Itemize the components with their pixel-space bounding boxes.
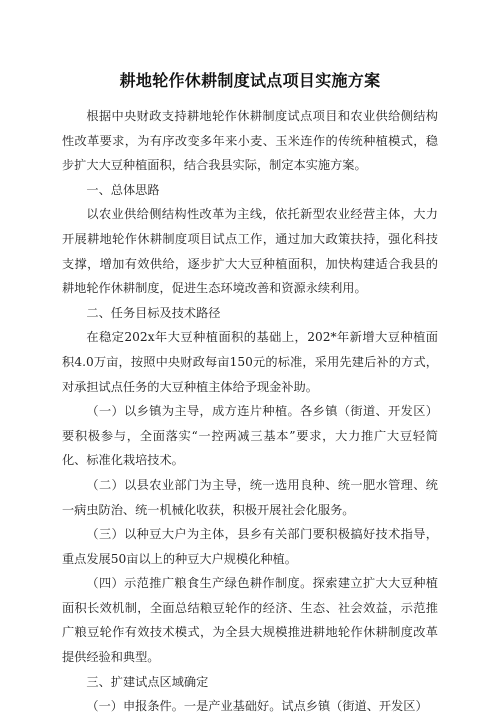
intro-paragraph: 根据中央财政支持耕地轮作休耕制度试点项目和农业供给侧结构性改革要求，为有序改变多年来小麦、玉米连作的传统种植模式，稳步扩大大豆种植面积，结合我县实际，制定本实施方案。 bbox=[62, 109, 438, 173]
document-body bbox=[62, 104, 438, 719]
document-title: 耕地轮作休耕制度试点项目实施方案 bbox=[119, 71, 381, 90]
item-3-paragraph: （三）以种豆大户为主体，县乡有关部门要积极搞好技术指导，重点发展50亩以上的种豆大户规模化种植。 bbox=[62, 527, 438, 566]
application-conditions-paragraph: （一）申报条件。一是产业基础好。试点乡镇（街道、开发区） bbox=[86, 699, 428, 714]
section-heading-goals-and-technical-path: 二、任务目标及技术路径 bbox=[86, 305, 221, 320]
item-4-paragraph: （四）示范推广粮食生产绿色耕作制度。探索建立扩大大豆种植面积长效机制，全面总结粮豆轮作的经济、生态、社会效益，示范推广粮豆轮作有效技术模式，为全县大规模推进耕地轮作休耕制度改革提供经验和典型。 bbox=[62, 576, 438, 665]
goals-paragraph: 在稳定202x年大豆种植面积的基础上，202*年新增大豆种植面积4.0万亩，按照中央财政每亩150元的标准，采用先建后补的方式，对承担试点任务的大豆种植主体给予现金补助。 bbox=[62, 330, 438, 394]
overall-approach-paragraph: 以农业供给侧结构性改革为主线，依托新型农业经营主体，大力开展耕地轮作休耕制度项目试点工作，通过加大政策扶持，强化科技支撑，增加有效供给，逐步扩大大豆种植面积，加快构建适合我县的耕地轮作休耕制度，促进生态环境改善和资源永续利用。 bbox=[62, 207, 438, 296]
section-heading-pilot-area: 三、扩建试点区域确定 bbox=[86, 674, 209, 689]
section-heading-overall-approach: 一、总体思路 bbox=[86, 182, 160, 197]
item-2-paragraph: （二）以县农业部门为主导，统一选用良种、统一肥水管理、统一病虫防治、统一机械化收获，积极开展社会化服务。 bbox=[62, 477, 438, 517]
item-1-paragraph: （一）以乡镇为主导，成方连片种植。各乡镇（街道、开发区）要积极参与，全面落实“一控两减三基本”要求，大力推广大豆轻简化、标准化栽培技术。 bbox=[62, 404, 438, 468]
